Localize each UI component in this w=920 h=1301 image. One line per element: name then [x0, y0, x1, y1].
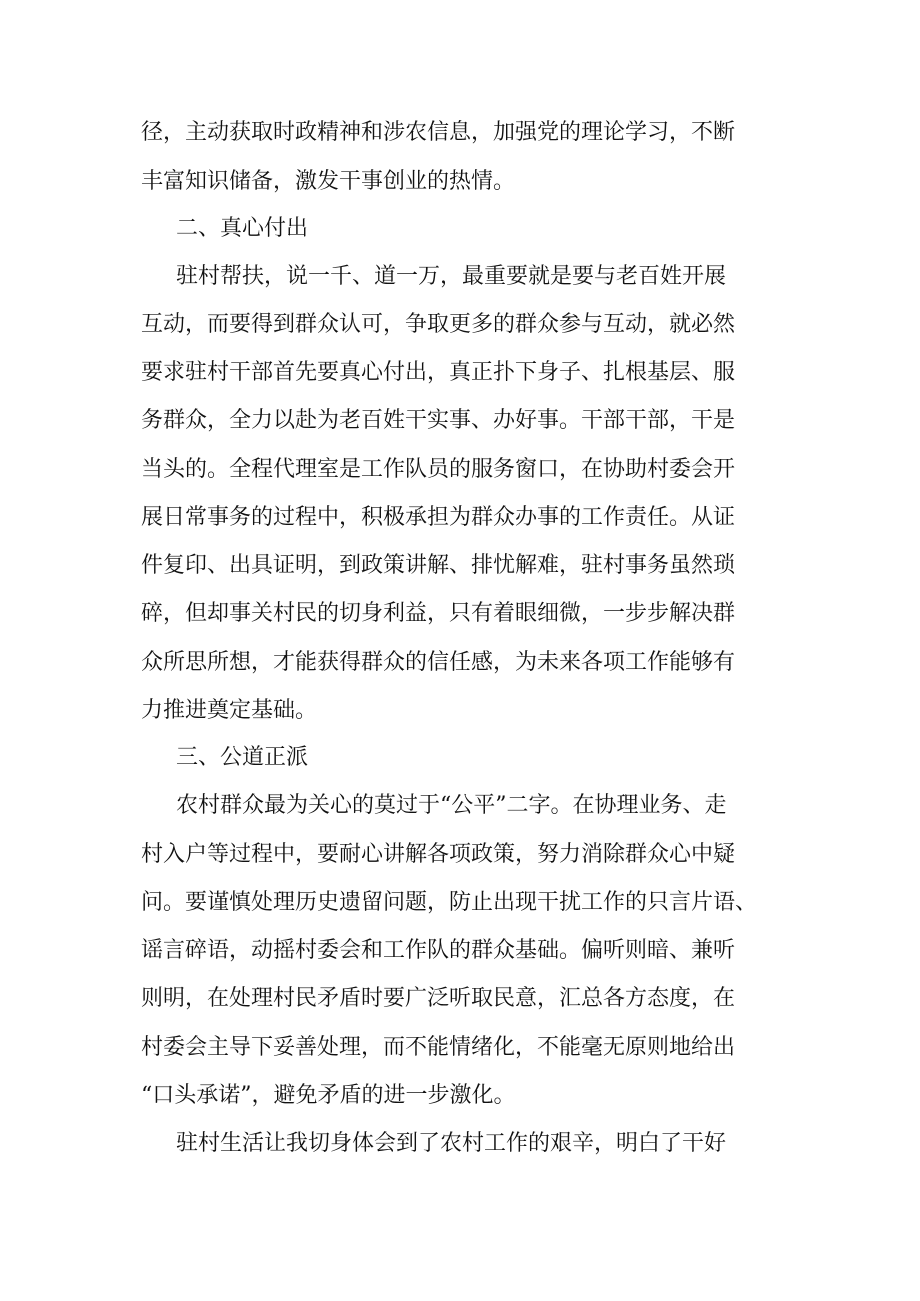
paragraph-line: 要求驻村干部首先要真心付出，真正扑下身子、扎根基层、服	[141, 360, 736, 385]
paragraph-line: 展日常事务的过程中，积极承担为群众办事的工作责任。从证	[141, 505, 736, 530]
paragraph-line: 力推进奠定基础。	[141, 698, 318, 723]
paragraph-line: “口头承诺”，避免矛盾的进一步激化。	[141, 1083, 516, 1108]
paragraph-line: 则明，在处理村民矛盾时要广泛听取民意，汇总各方态度，在	[141, 986, 736, 1011]
paragraph-line: 互动，而要得到群众认可，争取更多的群众参与互动，就必然	[141, 312, 736, 337]
paragraph-line: 驻村帮扶，说一千、道一万，最重要就是要与老百姓开展	[176, 264, 727, 289]
paragraph-line: 农村群众最为关心的莫过于“公平”二字。在协理业务、走	[176, 793, 727, 818]
section-heading: 三、公道正派	[176, 745, 309, 770]
paragraph-line: 务群众，全力以赴为老百姓干实事、办好事。干部干部，干是	[141, 408, 736, 433]
paragraph-line: 众所思所想，才能获得群众的信任感，为未来各项工作能够有	[141, 650, 736, 675]
paragraph-line: 谣言碎语，动摇村委会和工作队的群众基础。偏听则暗、兼听	[141, 938, 736, 963]
paragraph-line: 件复印、出具证明，到政策讲解、排忧解难，驻村事务虽然琐	[141, 553, 736, 578]
paragraph-line: 问。要谨慎处理历史遗留问题，防止出现干扰工作的只言片语、	[141, 890, 758, 915]
paragraph-line: 村入户等过程中，要耐心讲解各项政策，努力消除群众心中疑	[141, 842, 736, 867]
paragraph-line: 驻村生活让我切身体会到了农村工作的艰辛，明白了干好	[176, 1131, 727, 1156]
paragraph-line: 径，主动获取时政精神和涉农信息，加强党的理论学习，不断	[141, 120, 736, 145]
paragraph-line: 丰富知识储备，激发干事创业的热情。	[141, 169, 516, 194]
section-heading: 二、真心付出	[176, 216, 309, 241]
paragraph-line: 当头的。全程代理室是工作队员的服务窗口，在协助村委会开	[141, 457, 736, 482]
paragraph-line: 碎，但却事关村民的切身利益，只有着眼细微，一步步解决群	[141, 601, 736, 626]
paragraph-line: 村委会主导下妥善处理，而不能情绪化，不能毫无原则地给出	[141, 1035, 736, 1060]
